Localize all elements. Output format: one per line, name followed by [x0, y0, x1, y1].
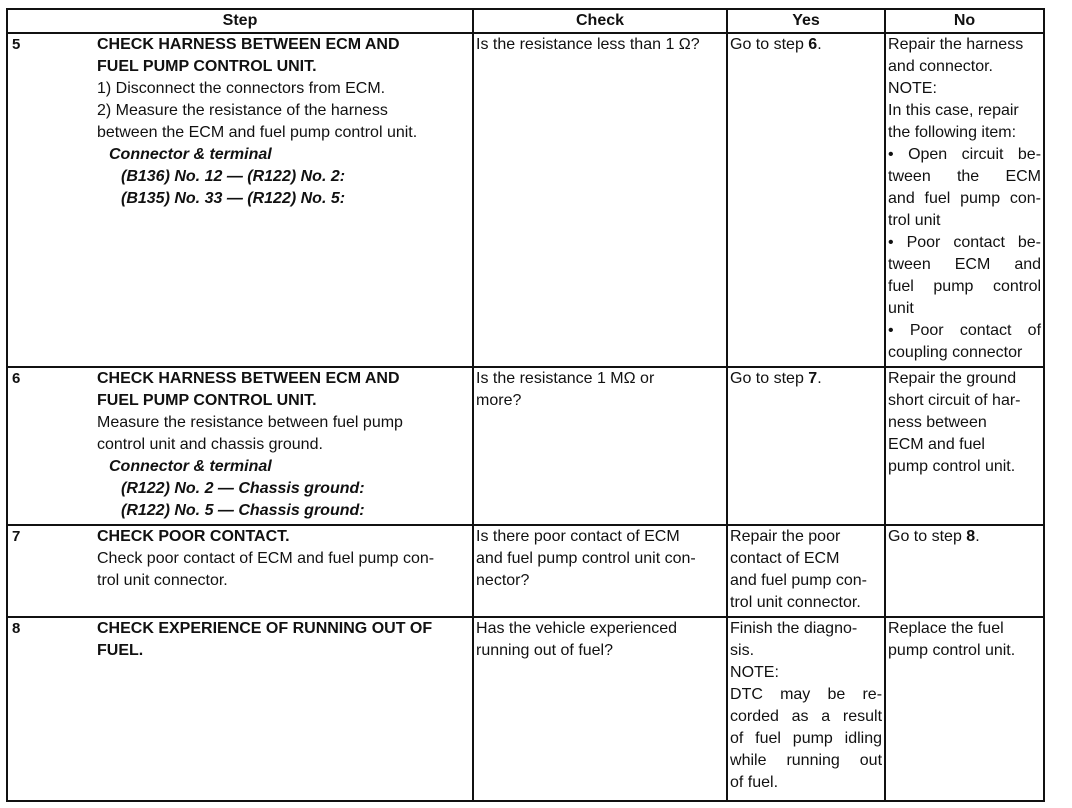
- terminal-spec: (B136) No. 12 — (R122) No. 2:: [121, 168, 346, 185]
- yes-cell: [727, 33, 885, 367]
- no-text: tween ECM and: [888, 256, 1042, 273]
- check-cell: [473, 33, 727, 367]
- yes-text: trol unit connector.: [730, 594, 861, 611]
- step-number: 5: [12, 36, 21, 53]
- step-cell: [95, 525, 473, 617]
- no-text: coupling connector: [888, 344, 1023, 361]
- yes-text-suffix: .: [817, 370, 822, 387]
- yes-cell: [727, 617, 885, 801]
- table-row: [7, 617, 1044, 801]
- step-text: 1) Disconnect the connectors from ECM.: [97, 80, 386, 97]
- step-cell: [95, 367, 473, 525]
- check-text: Has the vehicle experienced: [476, 620, 678, 637]
- no-text: In this case, repair: [888, 102, 1019, 119]
- no-text-suffix: .: [975, 528, 980, 545]
- no-text: unit: [888, 300, 914, 317]
- yes-text: Repair the poor: [730, 528, 841, 545]
- yes-text: [730, 368, 882, 390]
- check-cell: [473, 367, 727, 525]
- step-title: FUEL PUMP CONTROL UNIT.: [97, 58, 317, 75]
- yes-text: of fuel pump idling: [730, 730, 883, 747]
- header-row: [7, 9, 1044, 33]
- table-row: [7, 525, 1044, 617]
- yes-text: of fuel.: [730, 774, 779, 791]
- step-number-cell: [7, 33, 95, 367]
- step-text: Measure the resistance between fuel pump: [97, 414, 403, 431]
- check-text: and fuel pump control unit con-: [476, 550, 696, 567]
- yes-text-prefix: Go to step: [730, 36, 809, 53]
- step-text: between the ECM and fuel pump control unit.: [97, 124, 418, 141]
- connector-heading: Connector & terminal: [109, 458, 272, 475]
- step-title: FUEL.: [97, 642, 144, 659]
- step-title: CHECK HARNESS BETWEEN ECM AND: [97, 370, 400, 387]
- no-text: • Poor contact of: [888, 322, 1042, 339]
- check-text: running out of fuel?: [476, 642, 614, 659]
- header-yes: Yes: [727, 9, 885, 33]
- diagnostic-table: [6, 8, 1045, 802]
- no-text: ness between: [888, 414, 987, 431]
- table-row: [7, 33, 1044, 367]
- step-title: CHECK HARNESS BETWEEN ECM AND: [97, 36, 400, 53]
- step-text: Check poor contact of ECM and fuel pump con-: [97, 550, 435, 567]
- table-row: [7, 367, 1044, 525]
- no-text: and fuel pump con-: [888, 190, 1042, 207]
- step-title: FUEL PUMP CONTROL UNIT.: [97, 392, 317, 409]
- check-cell: [473, 617, 727, 801]
- check-text: Is the resistance less than 1 Ω?: [476, 36, 700, 53]
- no-text: • Open circuit be-: [888, 146, 1042, 163]
- no-text: ECM and fuel: [888, 436, 985, 453]
- yes-text: sis.: [730, 642, 755, 659]
- no-cell: [885, 367, 1044, 525]
- no-text: Replace the fuel: [888, 620, 1004, 637]
- step-cell: [95, 617, 473, 801]
- step-text: 2) Measure the resistance of the harness: [97, 102, 388, 119]
- no-text: tween the ECM: [888, 168, 1042, 185]
- terminal-spec: (R122) No. 5 — Chassis ground:: [121, 502, 365, 519]
- step-text: control unit and chassis ground.: [97, 436, 323, 453]
- yes-text: and fuel pump con-: [730, 572, 867, 589]
- no-text: pump control unit.: [888, 458, 1016, 475]
- check-text: Is the resistance 1 MΩ or: [476, 370, 655, 387]
- no-text: trol unit: [888, 212, 941, 229]
- step-title: CHECK EXPERIENCE OF RUNNING OUT OF: [97, 620, 433, 637]
- yes-text-prefix: Go to step: [730, 370, 809, 387]
- yes-cell: [727, 525, 885, 617]
- note-label: NOTE:: [888, 80, 937, 97]
- step-reference: 8: [966, 528, 976, 545]
- terminal-spec: (B135) No. 33 — (R122) No. 5:: [121, 190, 346, 207]
- yes-text: corded as a result: [730, 708, 883, 725]
- step-number-cell: [7, 617, 95, 801]
- step-cell: [95, 33, 473, 367]
- no-cell: [885, 525, 1044, 617]
- step-number-cell: [7, 367, 95, 525]
- step-title: CHECK POOR CONTACT.: [97, 528, 290, 545]
- step-number: 6: [12, 370, 21, 387]
- terminal-spec: (R122) No. 2 — Chassis ground:: [121, 480, 365, 497]
- connector-heading: Connector & terminal: [109, 146, 272, 163]
- note-label: NOTE:: [730, 664, 779, 681]
- no-text: the following item:: [888, 124, 1017, 141]
- yes-text-suffix: .: [817, 36, 822, 53]
- step-number: 8: [12, 620, 21, 637]
- yes-text: Finish the diagno-: [730, 620, 858, 637]
- step-reference: 7: [808, 370, 818, 387]
- check-text: nector?: [476, 572, 530, 589]
- yes-text: contact of ECM: [730, 550, 840, 567]
- step-reference: 6: [808, 36, 818, 53]
- no-text: fuel pump control: [888, 278, 1042, 295]
- no-text: short circuit of har-: [888, 392, 1021, 409]
- yes-cell: [727, 367, 885, 525]
- no-text: pump control unit.: [888, 642, 1016, 659]
- check-text: Is there poor contact of ECM: [476, 528, 680, 545]
- yes-text: [730, 34, 882, 56]
- check-text: more?: [476, 392, 522, 409]
- no-text: [888, 526, 1041, 548]
- no-text: Repair the ground: [888, 370, 1017, 387]
- no-text: and connector.: [888, 58, 993, 75]
- no-text: • Poor contact be-: [888, 234, 1042, 251]
- step-number-cell: [7, 525, 95, 617]
- header-step: Step: [7, 9, 473, 33]
- step-number: 7: [12, 528, 21, 545]
- header-no: No: [885, 9, 1044, 33]
- no-cell: [885, 33, 1044, 367]
- yes-text: while running out: [730, 752, 883, 769]
- no-text: Repair the harness: [888, 36, 1024, 53]
- step-text: trol unit connector.: [97, 572, 228, 589]
- header-check: Check: [473, 9, 727, 33]
- no-cell: [885, 617, 1044, 801]
- check-cell: [473, 525, 727, 617]
- yes-text: DTC may be re-: [730, 686, 883, 703]
- no-text-prefix: Go to step: [888, 528, 967, 545]
